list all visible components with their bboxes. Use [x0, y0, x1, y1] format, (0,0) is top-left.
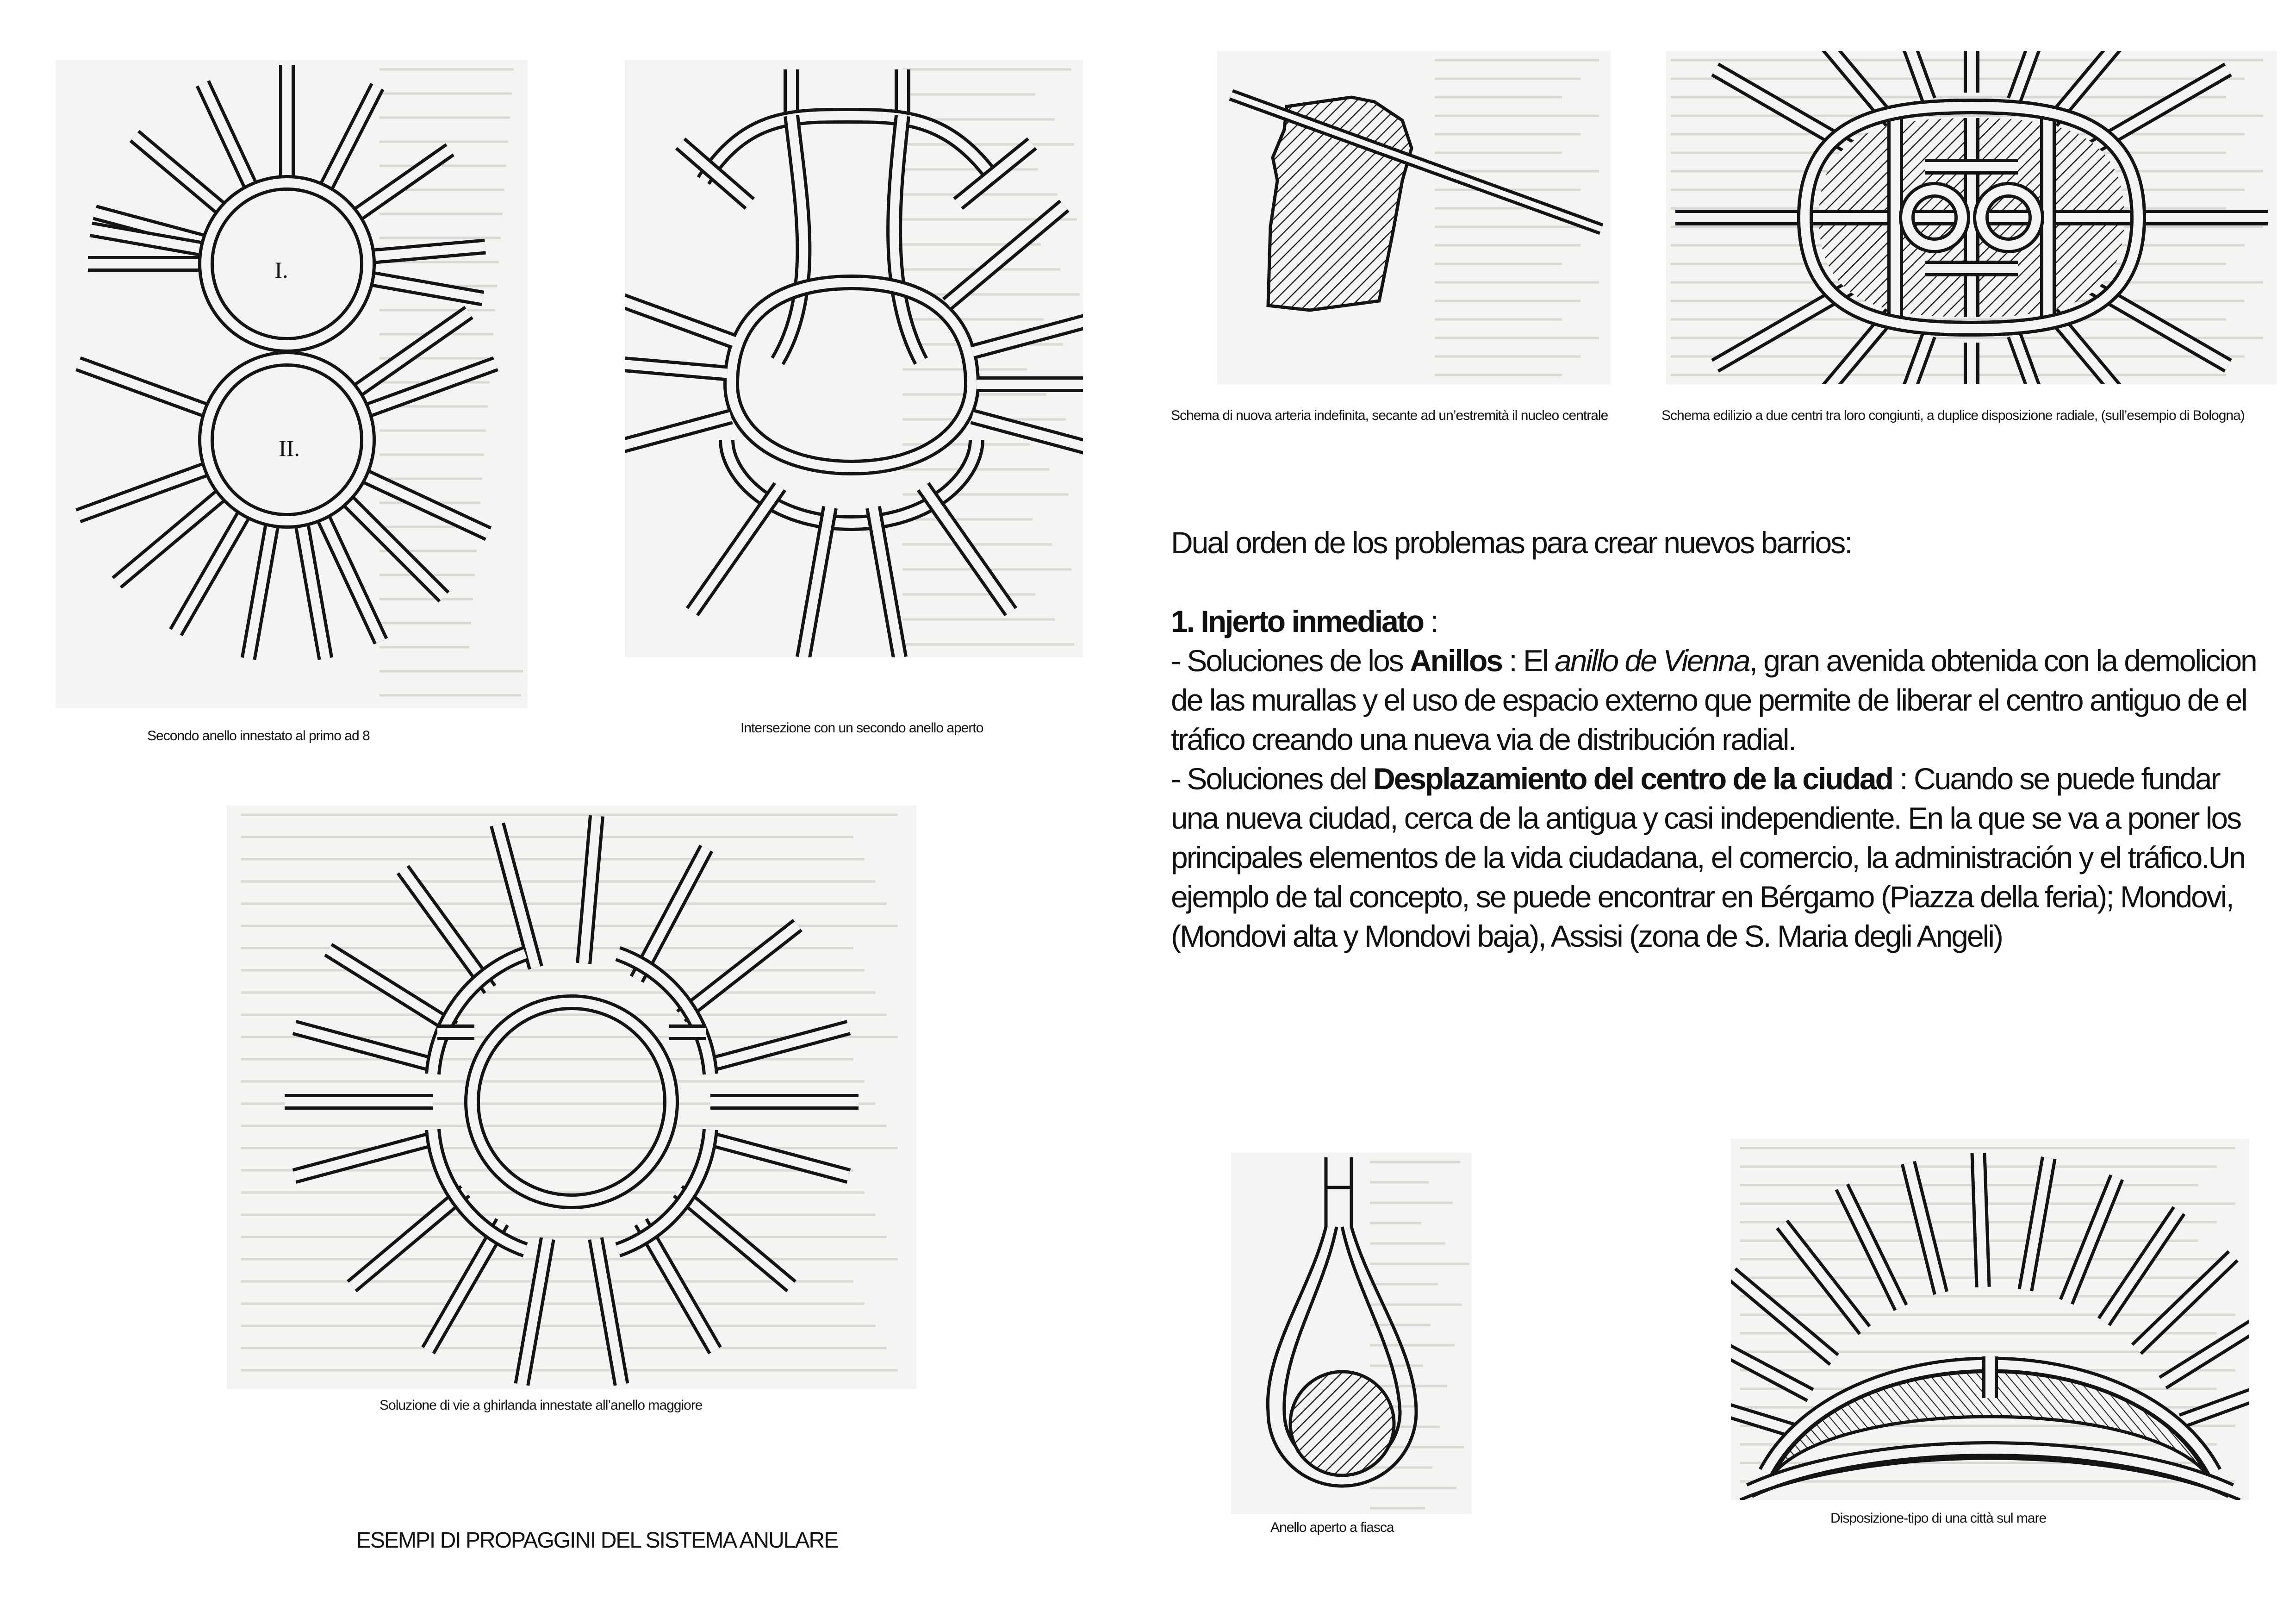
p1-mid: : El	[1502, 643, 1555, 678]
figure-5-drawing	[1666, 51, 2277, 384]
p2-prefix: - Soluciones del	[1171, 762, 1373, 796]
figure-two-centres-bologna	[1666, 51, 2277, 384]
figure-7-drawing	[1731, 1139, 2249, 1500]
figure-open-ring-intersection	[625, 60, 1083, 657]
p1-prefix: - Soluciones de los	[1171, 643, 1410, 678]
footer-title: ESEMPI DI PROPAGGINI DEL SISTEMA ANULARE	[356, 1528, 838, 1553]
caption-fig5: Schema edilizio a due centri tra loro congiunti, a duplice disposizione radiale, (sull’esempio di Bologna)	[1661, 408, 2245, 423]
figure-4-drawing	[1217, 51, 1611, 384]
figure-second-ring-grafted	[56, 60, 528, 708]
paragraph-rings	[1171, 641, 2272, 759]
figure-3-drawing	[227, 806, 916, 1389]
caption-fig4: Schema di nuova arteria indefinita, secante ad un’estremità il nucleo centrale	[1171, 408, 1608, 423]
figure-2-drawing	[625, 60, 1083, 657]
paragraph-displacement	[1171, 759, 2272, 956]
p2-rest: : Cuando se puede fundar una nueva ciudad, cerca de la antigua y casi independiente. En la que se va a poner los principales elementos de la vida ciudadana, el comercio, la administración y el tráfico.Un ejemplo de tal concepto, se puede encontrar en Bérgamo (Piazza della feria); Mondovi, (Mondovi alta y Mondovi baja), Assisi (zona de S. Maria degli Angeli)	[1171, 762, 2245, 953]
section-heading	[1171, 602, 2272, 641]
p1-bold-term: Anillos	[1410, 643, 1502, 678]
section-title: 1. Injerto inmediato	[1171, 604, 1424, 638]
caption-fig1: Secondo anello innestato al primo ad 8	[147, 728, 370, 743]
section-colon: :	[1423, 604, 1437, 638]
p1-rest: , gran avenida obtenida con la demolicion de las murallas y el uso de espacio externo que permite de liberar el centro antiguo de el tráfico creando una nueva via de distribución radial.	[1171, 643, 2256, 756]
main-heading: Dual orden de los problemas para crear nuevos barrios:	[1171, 525, 1852, 560]
ring-label-1: I.	[274, 257, 288, 283]
ring-label-2: II.	[279, 435, 300, 461]
p1-italic-term: anillo de Vienna	[1555, 643, 1749, 678]
figure-6-drawing	[1231, 1153, 1472, 1514]
caption-fig3: Soluzione di vie a ghirlanda innestate all’anello maggiore	[380, 1398, 703, 1413]
figure-1-drawing	[56, 60, 528, 708]
caption-fig6: Anello aperto a fiasca	[1270, 1520, 1394, 1535]
hatched-core	[1290, 1372, 1394, 1475]
figure-flask-ring	[1231, 1153, 1472, 1514]
p2-bold-term: Desplazamiento del centro de la ciudad	[1373, 762, 1892, 796]
caption-fig2: Intersezione con un secondo anello aperto	[740, 720, 983, 736]
main-text-block	[1171, 523, 2272, 956]
caption-fig7: Disposizione-tipo di una città sul mare	[1830, 1511, 2047, 1526]
figure-garland-streets	[227, 806, 916, 1389]
figure-seaside-city	[1731, 1139, 2249, 1500]
figure-secant-artery	[1217, 51, 1611, 384]
